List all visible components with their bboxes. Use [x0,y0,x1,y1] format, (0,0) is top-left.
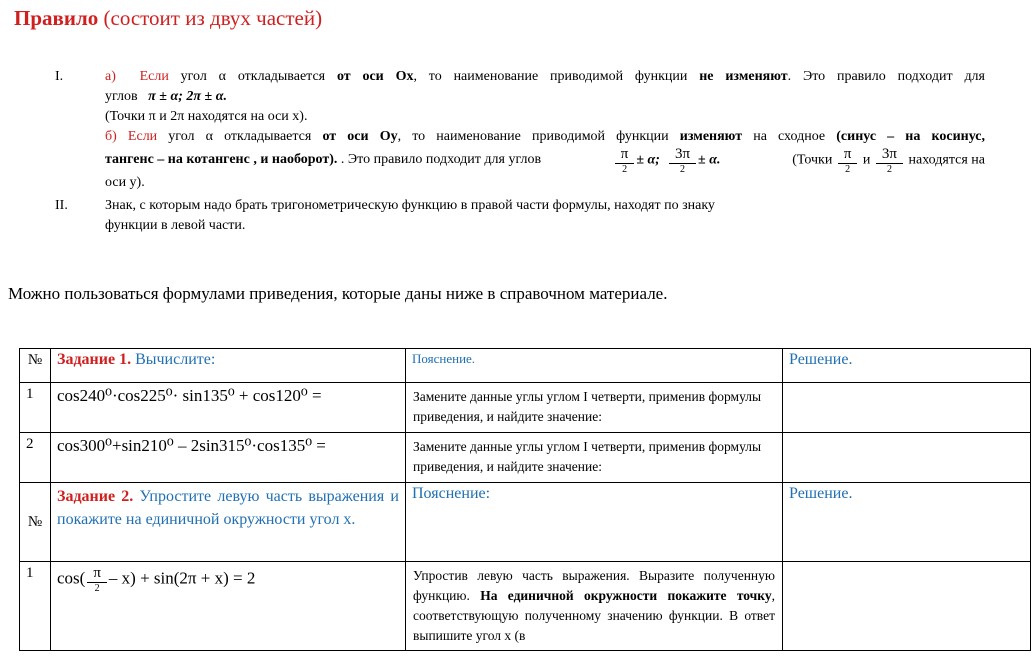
task1-header: Задание 1. Вычислите: [51,349,406,383]
table-row: 1 cos( $\frac{\pi}{2}$ – x) + sin(2π + x) = 2 Упростив левую часть выражения. Выразите полученную функцию. На единичной окружности покажите точку, соответствующую полученному значению функции. В ответ выпишите угол х (в [20,562,1031,651]
explanation-header: Пояснение: [406,483,783,562]
solution-header: Решение. [783,483,1031,562]
fraction: $\frac{3\pi}{2}$ [669,146,696,175]
task2-header: Задание 2. Упростите левую часть выражения и покажите на единичной окружности угол х. [51,483,406,562]
rule-b-note-end: оси у). [105,175,145,190]
rule-number: I. [55,69,64,84]
rule-a-line1: а) Если угол α откладывается от оси Ох, то наименование приводимой функции не изменяют. Это правило подходит для [105,69,985,84]
rule-b-line1: б) Если угол α откладывается от оси Оу, то наименование приводимой функции изменяют на сходное (синус – на косинус, [105,129,985,144]
reference-note: Можно пользоваться формулами приведения, которые даны ниже в справочном материале. [8,284,668,303]
fraction: $\frac{\pi}{2}$ [615,146,635,175]
fraction: $\frac{\pi}{2}$ [838,146,858,175]
rule-a-note: (Точки π и 2π находятся на оси х). [105,109,308,124]
rule-a-line2: углов π ± α; 2π ± α. [105,89,227,104]
rule-number: II. [55,198,68,213]
rule-two [55,196,985,236]
rule-two-line2: функции в левой части. [105,218,246,233]
rule-b-line2: тангенс – на котангенс , и наоборот). . Это правило подходит для углов $\frac{\pi}{2}$ ± α; $\frac{3\pi}{2}$ ± α. (Точки $\frac{\pi}{2}$ и $\frac{3\pi}{2}$ находятся на [105,145,985,175]
page-title: Правило (состоит из двух частей) [14,6,323,30]
table-header-row [20,349,1031,383]
task-explanation: Упростив левую часть выражения. Выразите полученную функцию. На единичной окружности покажите точку, соответствующую полученному значению функции. В ответ выпишите угол х (в [406,562,783,651]
col-number-header: № [20,483,51,562]
rule-one [55,67,985,195]
fraction: $\frac{3\pi}{2}$ [876,146,903,175]
task-expression: cos( $\frac{\pi}{2}$ – x) + sin(2π + x) = 2 [51,562,406,651]
task-expression: cos240⁰·cos225⁰· sin135⁰ + cos120⁰ = [51,383,406,433]
explanation-header: Пояснение. [406,349,783,383]
solution-cell[interactable] [783,383,1031,433]
solution-header: Решение. [783,349,1031,383]
table-header-row [20,483,1031,562]
rule-two-line1: Знак, с которым надо брать тригонометрическую функцию в правой части формулы, находят по знаку [105,198,715,213]
fraction: $\frac{\pi}{2}$ [87,565,107,594]
table-row: 2 cos300⁰+sin210⁰ – 2sin315⁰·cos135⁰ = Замените данные углы углом I четверти, применив формулы приведения, и найдите значение: [20,433,1031,483]
task-expression: cos300⁰+sin210⁰ – 2sin315⁰·cos135⁰ = [51,433,406,483]
table-row: 1 cos240⁰·cos225⁰· sin135⁰ + cos120⁰ = Замените данные углы углом I четверти, применив формулы приведения, и найдите значение: [20,383,1031,433]
col-number-header: № [20,349,51,383]
task-explanation: Замените данные углы углом I четверти, применив формулы приведения, и найдите значение: [406,383,783,433]
task-explanation: Замените данные углы углом I четверти, применив формулы приведения, и найдите значение: [406,433,783,483]
tasks-table [19,348,1031,651]
solution-cell[interactable] [783,433,1031,483]
solution-cell[interactable] [783,562,1031,651]
